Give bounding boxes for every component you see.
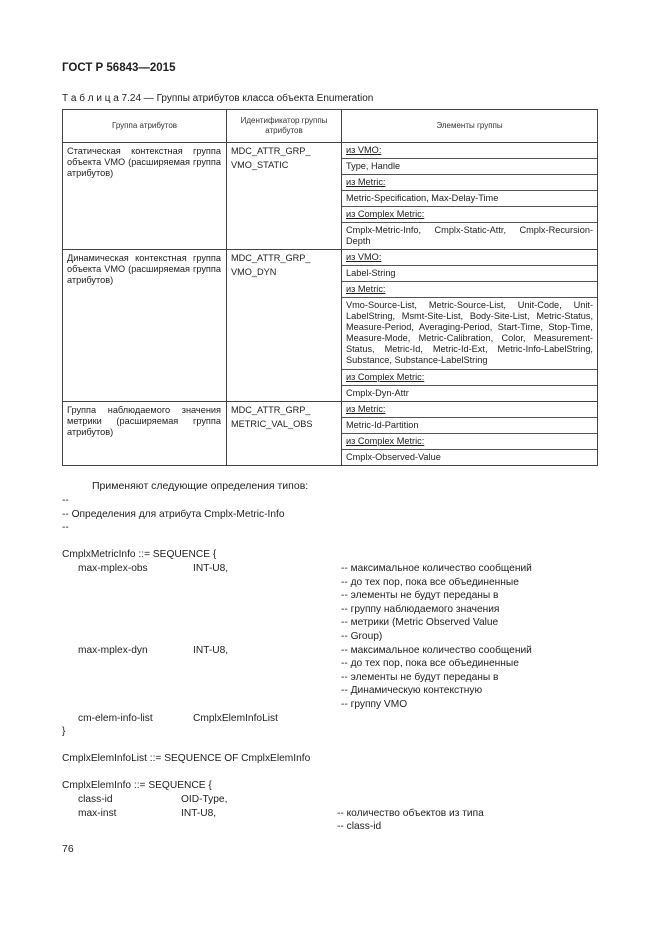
- group-name-cell: Группа наблюдаемого значения метрики (расширяемая группа атрибутов): [63, 401, 227, 465]
- element-list: Metric-Specification, Max-Delay-Time: [342, 191, 597, 207]
- table-row: [63, 401, 598, 465]
- code-comment: -- группу VMO: [341, 698, 408, 710]
- code-type: CmplxElemInfoList: [193, 712, 278, 724]
- group-elements-cell: [342, 250, 598, 401]
- group-id-cell: [227, 143, 342, 250]
- element-source: из VMO:: [342, 250, 597, 266]
- table-row: [63, 250, 598, 401]
- group-id-line: VMO_STATIC: [231, 160, 289, 171]
- code-comment: -- группу наблюдаемого значения: [341, 603, 500, 615]
- code-comment: -- максимальное количество сообщений: [341, 562, 532, 574]
- column-header-id: Идентификатор группы атрибутов: [227, 110, 342, 143]
- code-comment: -- до тех пор, пока все объединенные: [341, 576, 519, 588]
- document-header: ГОСТ Р 56843—2015: [62, 62, 176, 74]
- group-elements-cell: [342, 401, 598, 465]
- code-comment: -- метрики (Metric Observed Value: [341, 617, 499, 629]
- code-definition: -- Определения для атрибута Cmplx-Metric-Info: [62, 508, 285, 520]
- code-comment: -- количество объектов из типа: [337, 807, 484, 819]
- element-source: из Complex Metric:: [342, 434, 597, 450]
- element-source: из Complex Metric:: [342, 207, 597, 223]
- code-comment: -- элементы не будут переданы в: [341, 671, 499, 683]
- attribute-groups-table: [62, 109, 598, 466]
- element-list: Cmplx-Metric-Info, Cmplx-Static-Attr, Cmplx-Recursion-Depth: [346, 225, 593, 247]
- code-type: INT-U8,: [181, 807, 217, 819]
- table-caption: Т а б л и ц а 7.24 — Группы атрибутов класса объекта Enumeration: [62, 93, 374, 104]
- code-definition: max-mplex-dyn: [78, 644, 148, 656]
- element-list: Cmplx-Observed-Value: [346, 451, 441, 462]
- group-id-cell: [227, 401, 342, 465]
- code-definition: --: [62, 495, 69, 506]
- table-row: [63, 143, 598, 250]
- code-comment: -- максимальное количество сообщений: [341, 644, 532, 656]
- code-definition: --: [62, 522, 69, 534]
- group-id-line: MDC_ATTR_GRP_: [231, 146, 311, 156]
- element-source: из Metric:: [342, 282, 597, 298]
- code-comment: -- до тех пор, пока все объединенные: [341, 658, 519, 670]
- code-definition: CmplxMetricInfo ::= SEQUENCE {: [62, 549, 217, 561]
- code-type: INT-U8,: [193, 644, 229, 656]
- group-name-cell: Статическая контекстная группа объекта VMO (расширяемая группа атрибутов): [63, 143, 227, 250]
- code-definition: max-inst: [78, 807, 117, 819]
- group-name-cell: Динамическая контекстная группа объекта VMO (расширяемая группа атрибутов): [63, 250, 227, 401]
- page-number: 76: [62, 843, 74, 855]
- code-comment: -- Group): [341, 630, 383, 642]
- element-source: из VMO:: [342, 143, 597, 159]
- group-id-line: MDC_ATTR_GRP_: [231, 253, 311, 264]
- code-definition: class-id: [78, 794, 113, 806]
- code-definition: }: [62, 726, 66, 738]
- element-list: Metric-Id-Partition: [342, 418, 597, 434]
- group-id-line: VMO_DYN: [231, 267, 277, 278]
- element-list: Vmo-Source-List, Metric-Source-List, Unit-Code, Unit-LabelString, Msmt-Site-List, Body-Site-List, Metric-Status, Measure-Period, Averaging-Period, Start-Time, Stop-Time, Measure-Mode, Metric-Calibration, Color, Measurement-Status, Metric-Id, Metric-Id-Ext, Metric-Info-LabelString, Substance, Substance-LabelString: [342, 298, 597, 369]
- element-source: из Metric:: [342, 175, 597, 191]
- element-list: Label-String: [342, 266, 597, 282]
- code-comment: -- Динамическую контекстную: [341, 685, 483, 697]
- code-comment: -- class-id: [337, 821, 382, 833]
- element-list: Type, Handle: [342, 159, 597, 175]
- code-definition: CmplxElemInfo ::= SEQUENCE {: [62, 780, 212, 792]
- code-type: INT-U8,: [193, 562, 229, 574]
- group-id-line: METRIC_VAL_OBS: [231, 418, 313, 429]
- code-definition: CmplxElemInfoList ::= SEQUENCE OF CmplxElemInfo: [62, 753, 311, 765]
- code-definition: max-mplex-obs: [78, 562, 148, 574]
- element-source: из Complex Metric:: [342, 370, 597, 386]
- element-source: из Metric:: [342, 402, 597, 418]
- code-definition: cm-elem-info-list: [78, 712, 153, 724]
- code-type: OID-Type,: [181, 794, 228, 806]
- intro-paragraph: Применяют следующие определения типов:: [92, 480, 309, 492]
- code-comment: -- элементы не будут переданы в: [341, 590, 499, 602]
- table-header-row: [63, 110, 598, 143]
- group-id-line: MDC_ATTR_GRP_: [231, 404, 311, 415]
- group-id-cell: [227, 250, 342, 401]
- group-elements-cell: [342, 143, 598, 250]
- column-header-elements: Элементы группы: [342, 110, 598, 143]
- column-header-group: Группа атрибутов: [63, 110, 227, 143]
- element-list: Cmplx-Dyn-Attr: [346, 387, 409, 398]
